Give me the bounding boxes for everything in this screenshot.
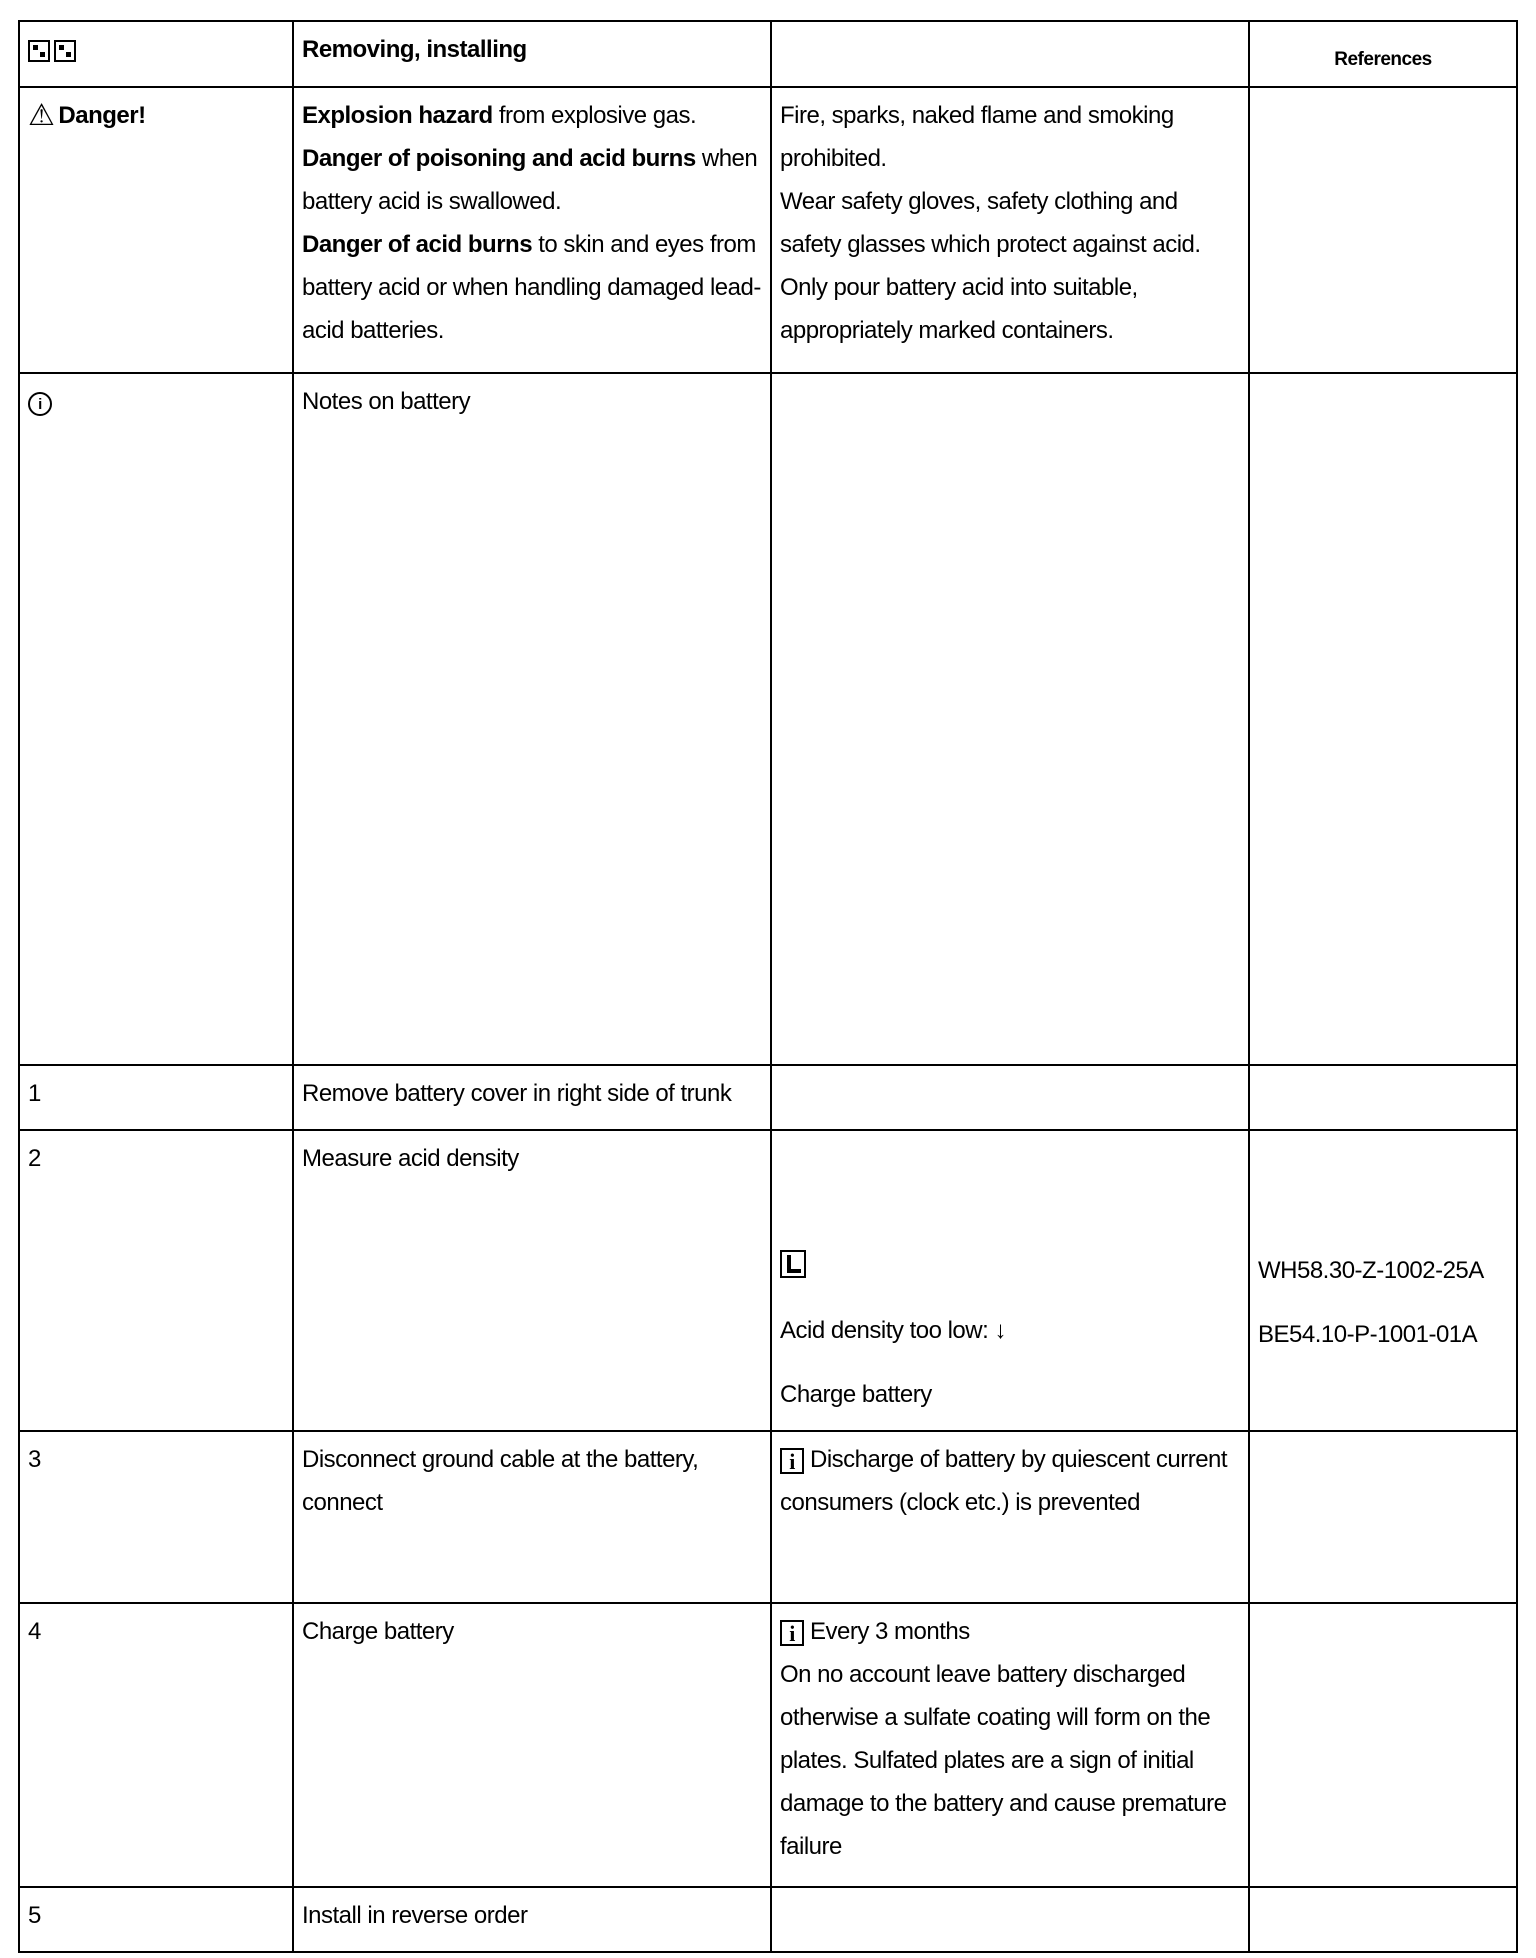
- notes-icon-cell: [19, 373, 293, 1065]
- step-number: 4: [19, 1603, 293, 1887]
- step-action: Install in reverse order: [293, 1887, 771, 1952]
- step-row-4: [19, 1603, 1517, 1887]
- measure-containers: Only pour battery acid into suitable, appropriately marked containers.: [780, 274, 1138, 344]
- hazard-poisoning: Danger of poisoning and acid burns when battery acid is swallowed.: [302, 145, 758, 215]
- header-empty-cell: [771, 21, 1249, 87]
- notes-text: Notes on battery: [293, 373, 771, 1065]
- reference-link[interactable]: BE54.10-P-1001-01A: [1258, 1321, 1478, 1348]
- hazard-acid-burns: Danger of acid burns to skin and eyes from battery acid or when handling damaged lead-acid batteries.: [302, 231, 761, 344]
- danger-label: Danger!: [58, 102, 146, 129]
- step-action: Measure acid density: [293, 1130, 771, 1431]
- step-detail: On no account leave battery discharged otherwise a sulfate coating will form on the plates. Sulfated plates are a sign of initial damage to the battery and cause premature failure: [780, 1661, 1227, 1860]
- step-action: Disconnect ground cable at the battery, connect: [293, 1431, 771, 1603]
- step-detail-cell: [771, 1130, 1249, 1431]
- danger-measures-cell: [771, 87, 1249, 373]
- step-action: Charge battery: [293, 1603, 771, 1887]
- header-title: Removing, installing: [293, 21, 771, 87]
- acid-density-low: Acid density too low: ↓: [780, 1317, 1006, 1344]
- step-detail-cell: [771, 1065, 1249, 1130]
- danger-ref-cell: [1249, 87, 1517, 373]
- step-detail-cell: [771, 1887, 1249, 1952]
- step-row-2: [19, 1130, 1517, 1431]
- step-info: Every 3 months: [810, 1618, 970, 1645]
- header-row: [19, 21, 1517, 87]
- references-header: References: [1249, 21, 1517, 87]
- step-number: 1: [19, 1065, 293, 1130]
- step-row-5: [19, 1887, 1517, 1952]
- step-ref-cell: [1249, 1431, 1517, 1603]
- step-action: Remove battery cover in right side of trunk: [293, 1065, 771, 1130]
- danger-row: [19, 87, 1517, 373]
- charge-battery-note: Charge battery: [780, 1381, 932, 1408]
- step-number: 5: [19, 1887, 293, 1952]
- step-info: Discharge of battery by quiescent current consumers (clock etc.) is prevented: [780, 1446, 1228, 1516]
- notes-ref-cell: [1249, 373, 1517, 1065]
- step-detail-cell: [771, 1431, 1249, 1603]
- header-icon-cell: [19, 21, 293, 87]
- measure-protective-gear: Wear safety gloves, safety clothing and safety glasses which protect against acid.: [780, 188, 1201, 258]
- step-number: 3: [19, 1431, 293, 1603]
- work-sequence-icon: [54, 40, 76, 62]
- step-row-1: [19, 1065, 1517, 1130]
- step-number: 2: [19, 1130, 293, 1431]
- warning-triangle-icon: ⚠: [28, 99, 55, 132]
- step-ref-cell: [1249, 1065, 1517, 1130]
- info-icon: i: [780, 1620, 804, 1646]
- danger-label-cell: [19, 87, 293, 373]
- danger-hazards-cell: [293, 87, 771, 373]
- notes-empty-cell: [771, 373, 1249, 1065]
- reference-link[interactable]: WH58.30-Z-1002-25A: [1258, 1257, 1484, 1284]
- measure-no-fire: Fire, sparks, naked flame and smoking prohibited.: [780, 102, 1174, 172]
- notes-row: [19, 373, 1517, 1065]
- procedure-table: [18, 20, 1518, 1953]
- step-row-3: [19, 1431, 1517, 1603]
- step-detail-cell: [771, 1603, 1249, 1887]
- hazard-explosion: Explosion hazard from explosive gas.: [302, 102, 697, 129]
- step-ref-cell: [1249, 1603, 1517, 1887]
- work-sequence-icon: [28, 40, 50, 62]
- info-icon: i: [780, 1448, 804, 1474]
- note-circle-icon: i: [28, 392, 52, 416]
- measurement-icon: [780, 1250, 806, 1278]
- step-ref-cell: [1249, 1130, 1517, 1431]
- step-ref-cell: [1249, 1887, 1517, 1952]
